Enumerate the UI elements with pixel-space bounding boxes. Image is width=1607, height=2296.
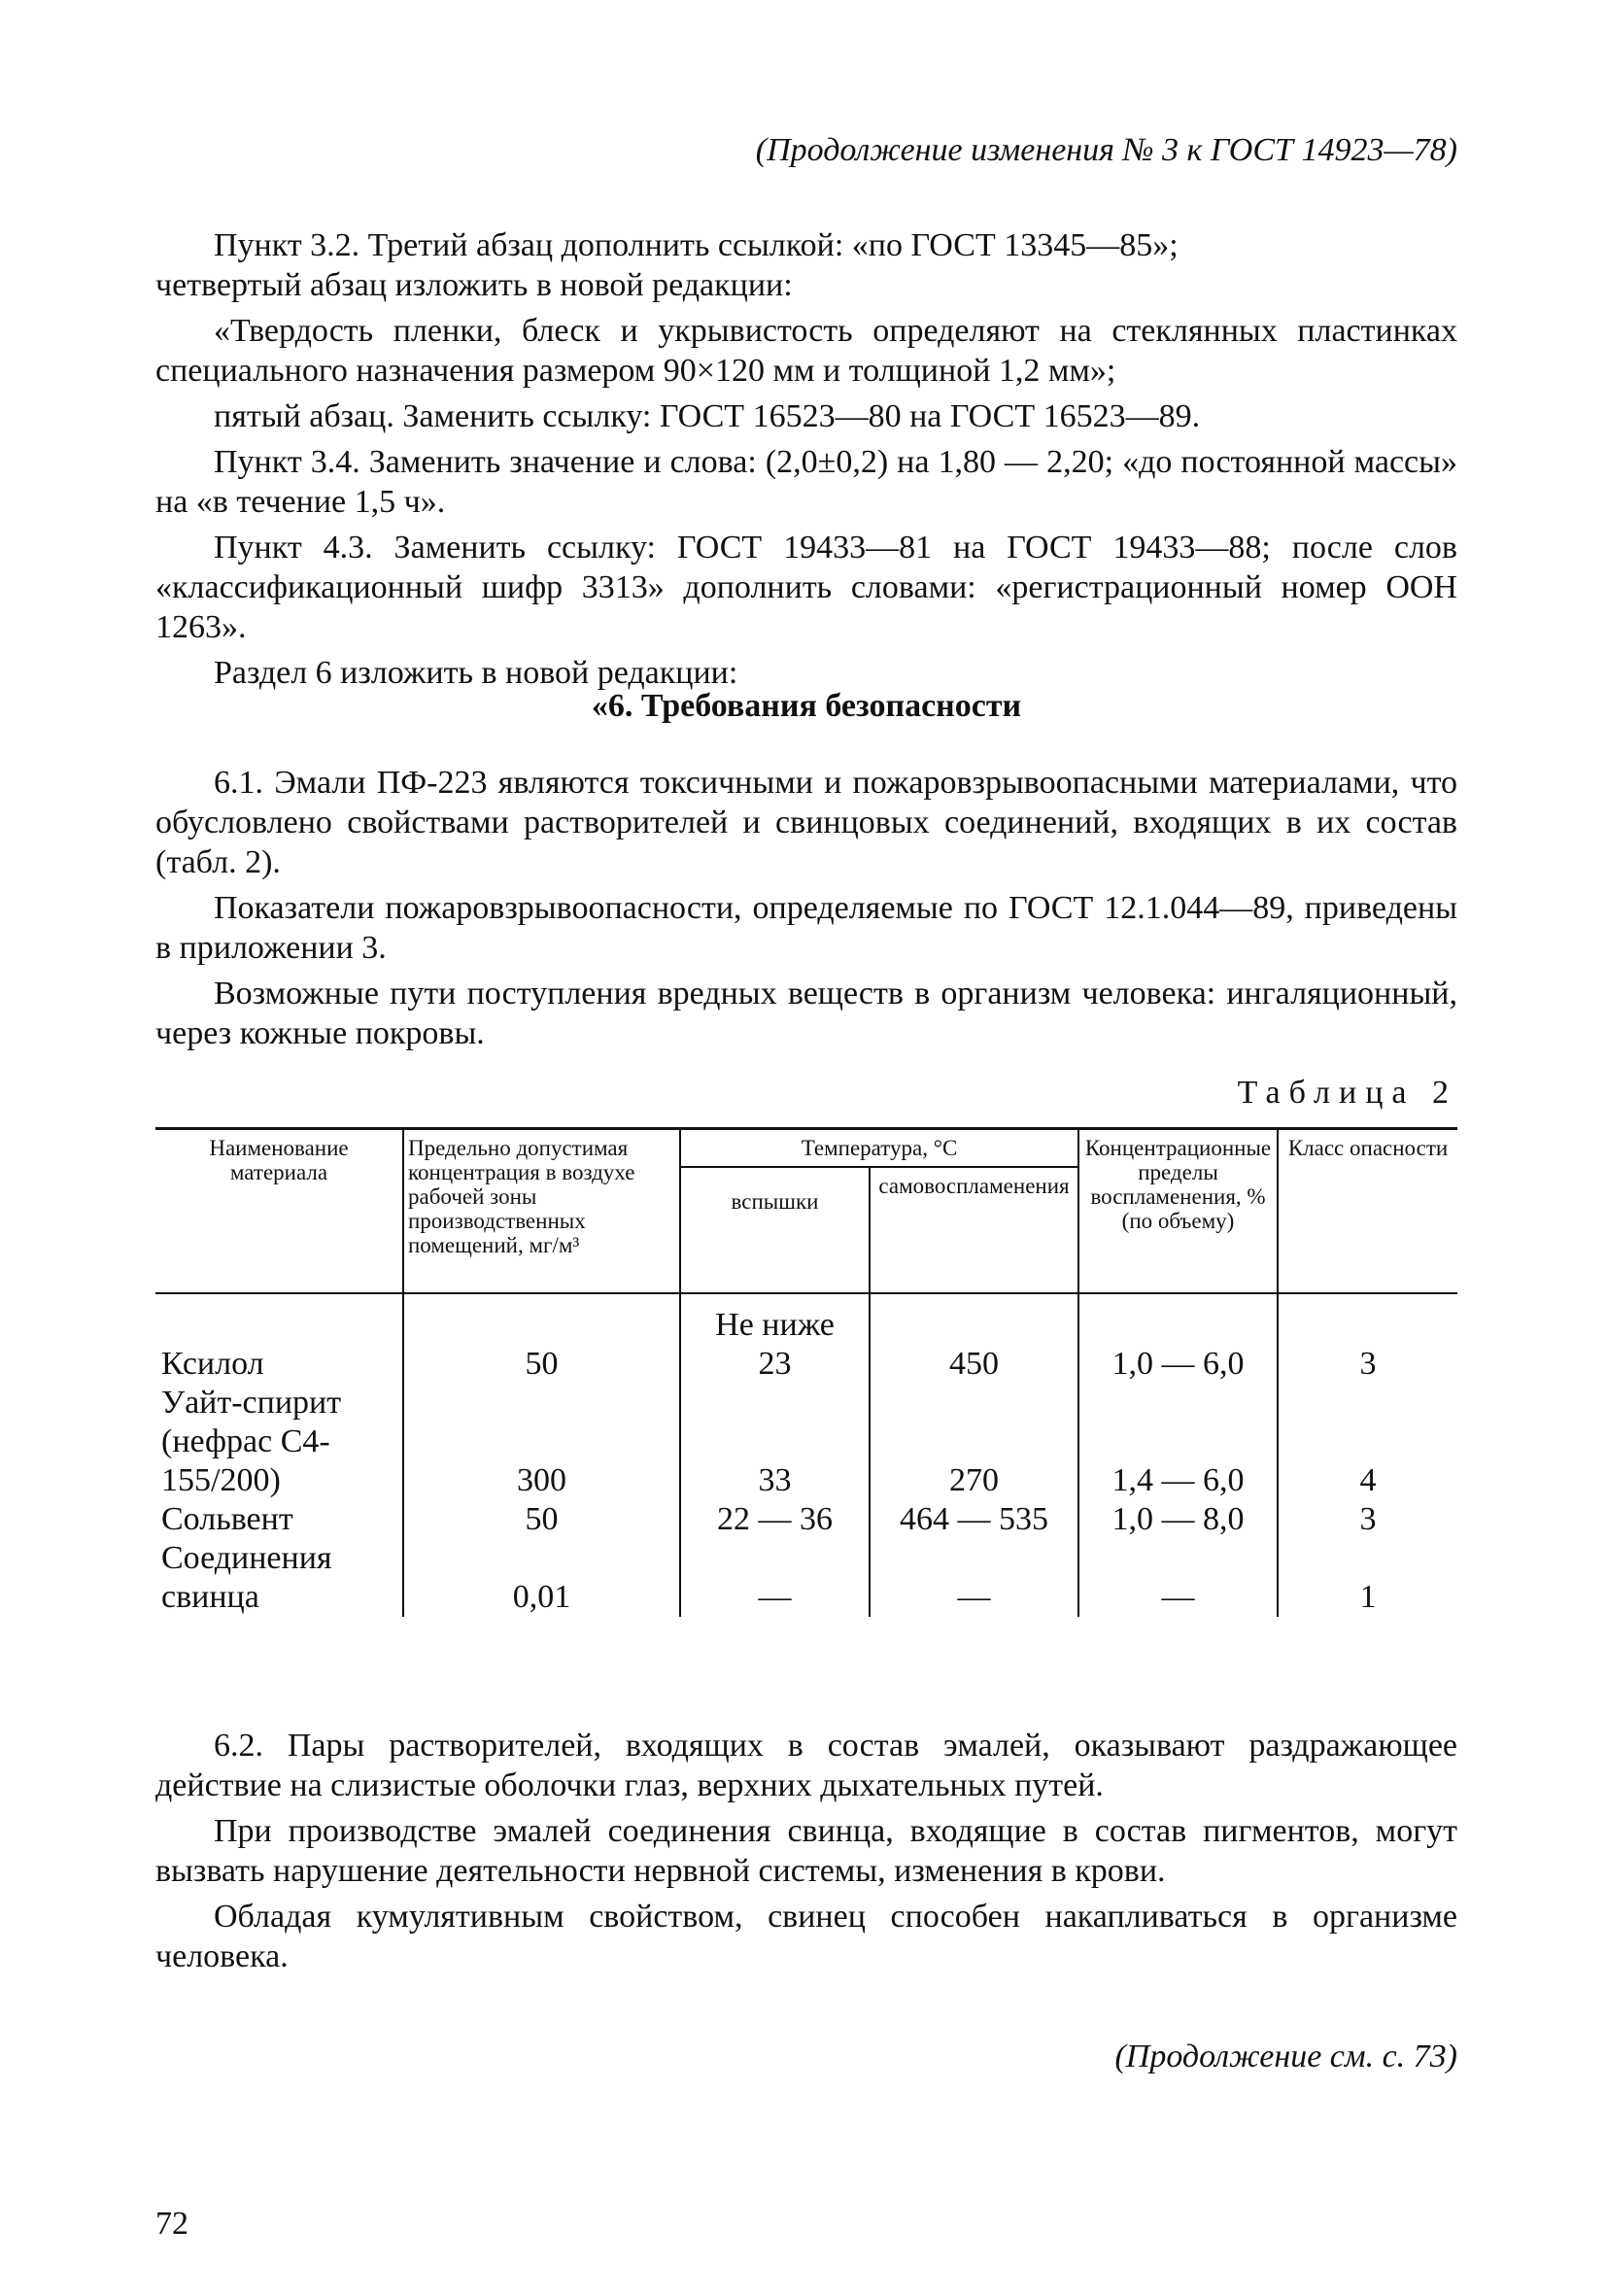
cell-class: 3 bbox=[1278, 1500, 1457, 1539]
not-below-note: Не ниже bbox=[715, 1307, 835, 1343]
table-row bbox=[155, 1539, 1457, 1617]
paragraph: Раздел 6 изложить в новой редакции: bbox=[214, 655, 738, 691]
paragraph: Пункт 3.4. Заменить значение и слова: (2,0±0,2) на 1,80 — 2,20; «до постоянной массы» на «в течение 1,5 ч». bbox=[155, 444, 1457, 520]
paragraph: четвертый абзац изложить в новой редакции: bbox=[155, 267, 793, 303]
header-temperature: Температура, °С bbox=[680, 1129, 1078, 1168]
cell-class: 4 bbox=[1278, 1384, 1457, 1500]
paragraph: Пункт 3.2. Третий абзац дополнить ссылкой: «по ГОСТ 13345—85»; bbox=[214, 227, 1179, 263]
hazard-table bbox=[155, 1127, 1457, 1617]
paragraph: Возможные пути поступления вредных веществ в организм человека: ингаляционный, через кожные покровы. bbox=[155, 976, 1457, 1051]
table-row bbox=[155, 1384, 1457, 1500]
header-flash-point: вспышки bbox=[680, 1167, 870, 1293]
header-pdk: Предельно допустимая концентрация в воздухе рабочей зоны производственных помещений, мг/м³ bbox=[403, 1129, 680, 1294]
cell-limits: — bbox=[1078, 1539, 1278, 1617]
cell-autoignition: 464 — 535 bbox=[870, 1500, 1078, 1539]
cell-limits: 1,4 — 6,0 bbox=[1078, 1384, 1278, 1500]
page-number: 72 bbox=[155, 2206, 188, 2242]
paragraph: «Твердость пленки, блеск и укрывистость определяют на стеклянных пластинках специального назначения размером 90×120 мм и толщиной 1,2 мм»; bbox=[155, 313, 1457, 389]
header-concentration-limits: Концентрационные пределы воспламенения, % (по объему) bbox=[1078, 1129, 1278, 1294]
safety-text-block bbox=[155, 763, 1457, 1053]
cell-autoignition: 450 bbox=[870, 1293, 1078, 1384]
cell-autoignition: — bbox=[870, 1539, 1078, 1617]
header-material: Наименование материала bbox=[155, 1129, 403, 1294]
paragraph: Обладая кумулятивным свойством, свинец способен накапливаться в организме человека. bbox=[155, 1899, 1457, 1974]
cell-pdk: 300 bbox=[403, 1384, 680, 1500]
cell-limits: 1,0 — 6,0 bbox=[1078, 1293, 1278, 1384]
cell-flash: 22 — 36 bbox=[680, 1500, 870, 1539]
cell-material: Уайт-спирит (нефрас С4-155/200) bbox=[161, 1385, 342, 1498]
effects-text-block bbox=[155, 1726, 1457, 1976]
paragraph: Пункт 4.3. Заменить ссылку: ГОСТ 19433—81 на ГОСТ 19433—88; после слов «классификационный шифр 3313» дополнить словами: «регистрационный номер ООН 1263». bbox=[155, 530, 1457, 645]
paragraph: 6.2. Пары растворителей, входящих в состав эмалей, оказывают раздражающее действие на слизистые оболочки глаз, верхних дыхательных путей. bbox=[155, 1728, 1457, 1803]
amendment-text-block bbox=[155, 225, 1457, 693]
cell-limits: 1,0 — 8,0 bbox=[1078, 1500, 1278, 1539]
paragraph: пятый абзац. Заменить ссылку: ГОСТ 16523—80 на ГОСТ 16523—89. bbox=[214, 398, 1201, 434]
paragraph: При производстве эмалей соединения свинца, входящие в состав пигментов, могут вызвать нарушение деятельности нервной системы, изменения в крови. bbox=[155, 1813, 1457, 1889]
cell-pdk: 50 bbox=[403, 1293, 680, 1384]
cell-autoignition: 270 bbox=[870, 1384, 1078, 1500]
table-row bbox=[155, 1293, 1457, 1384]
cell-pdk: 0,01 bbox=[403, 1539, 680, 1617]
section-title: «6. Требования безопасности bbox=[591, 688, 1022, 724]
cell-material: Ксилол bbox=[161, 1346, 264, 1382]
table-row bbox=[155, 1500, 1457, 1539]
cell-flash: — bbox=[680, 1539, 870, 1617]
cell-pdk: 50 bbox=[403, 1500, 680, 1539]
cell-material: Соединения свинца bbox=[161, 1540, 332, 1615]
table-caption: Таблица 2 bbox=[1237, 1075, 1457, 1111]
cell-class: 1 bbox=[1278, 1539, 1457, 1617]
paragraph: Показатели пожаровзрывоопасности, определяемые по ГОСТ 12.1.044—89, приведены в приложении 3. bbox=[155, 890, 1457, 966]
paragraph: 6.1. Эмали ПФ-223 являются токсичными и пожаровзрывоопасными материалами, что обусловлено свойствами растворителей и свинцовых соединений, входящих в их состав (табл. 2). bbox=[155, 765, 1457, 880]
cell-material: Сольвент bbox=[161, 1501, 293, 1537]
header-hazard-class: Класс опасности bbox=[1278, 1129, 1457, 1294]
cell-flash: 33 bbox=[680, 1384, 870, 1500]
cell-flash: Не ниже 23 bbox=[680, 1293, 870, 1384]
header-autoignition: самовоспламенения bbox=[870, 1167, 1078, 1293]
continuation-note: (Продолжение см. с. 73) bbox=[1114, 2039, 1457, 2074]
cell-class: 3 bbox=[1278, 1293, 1457, 1384]
running-header: (Продолжение изменения № 3 к ГОСТ 14923—78) bbox=[755, 132, 1457, 168]
